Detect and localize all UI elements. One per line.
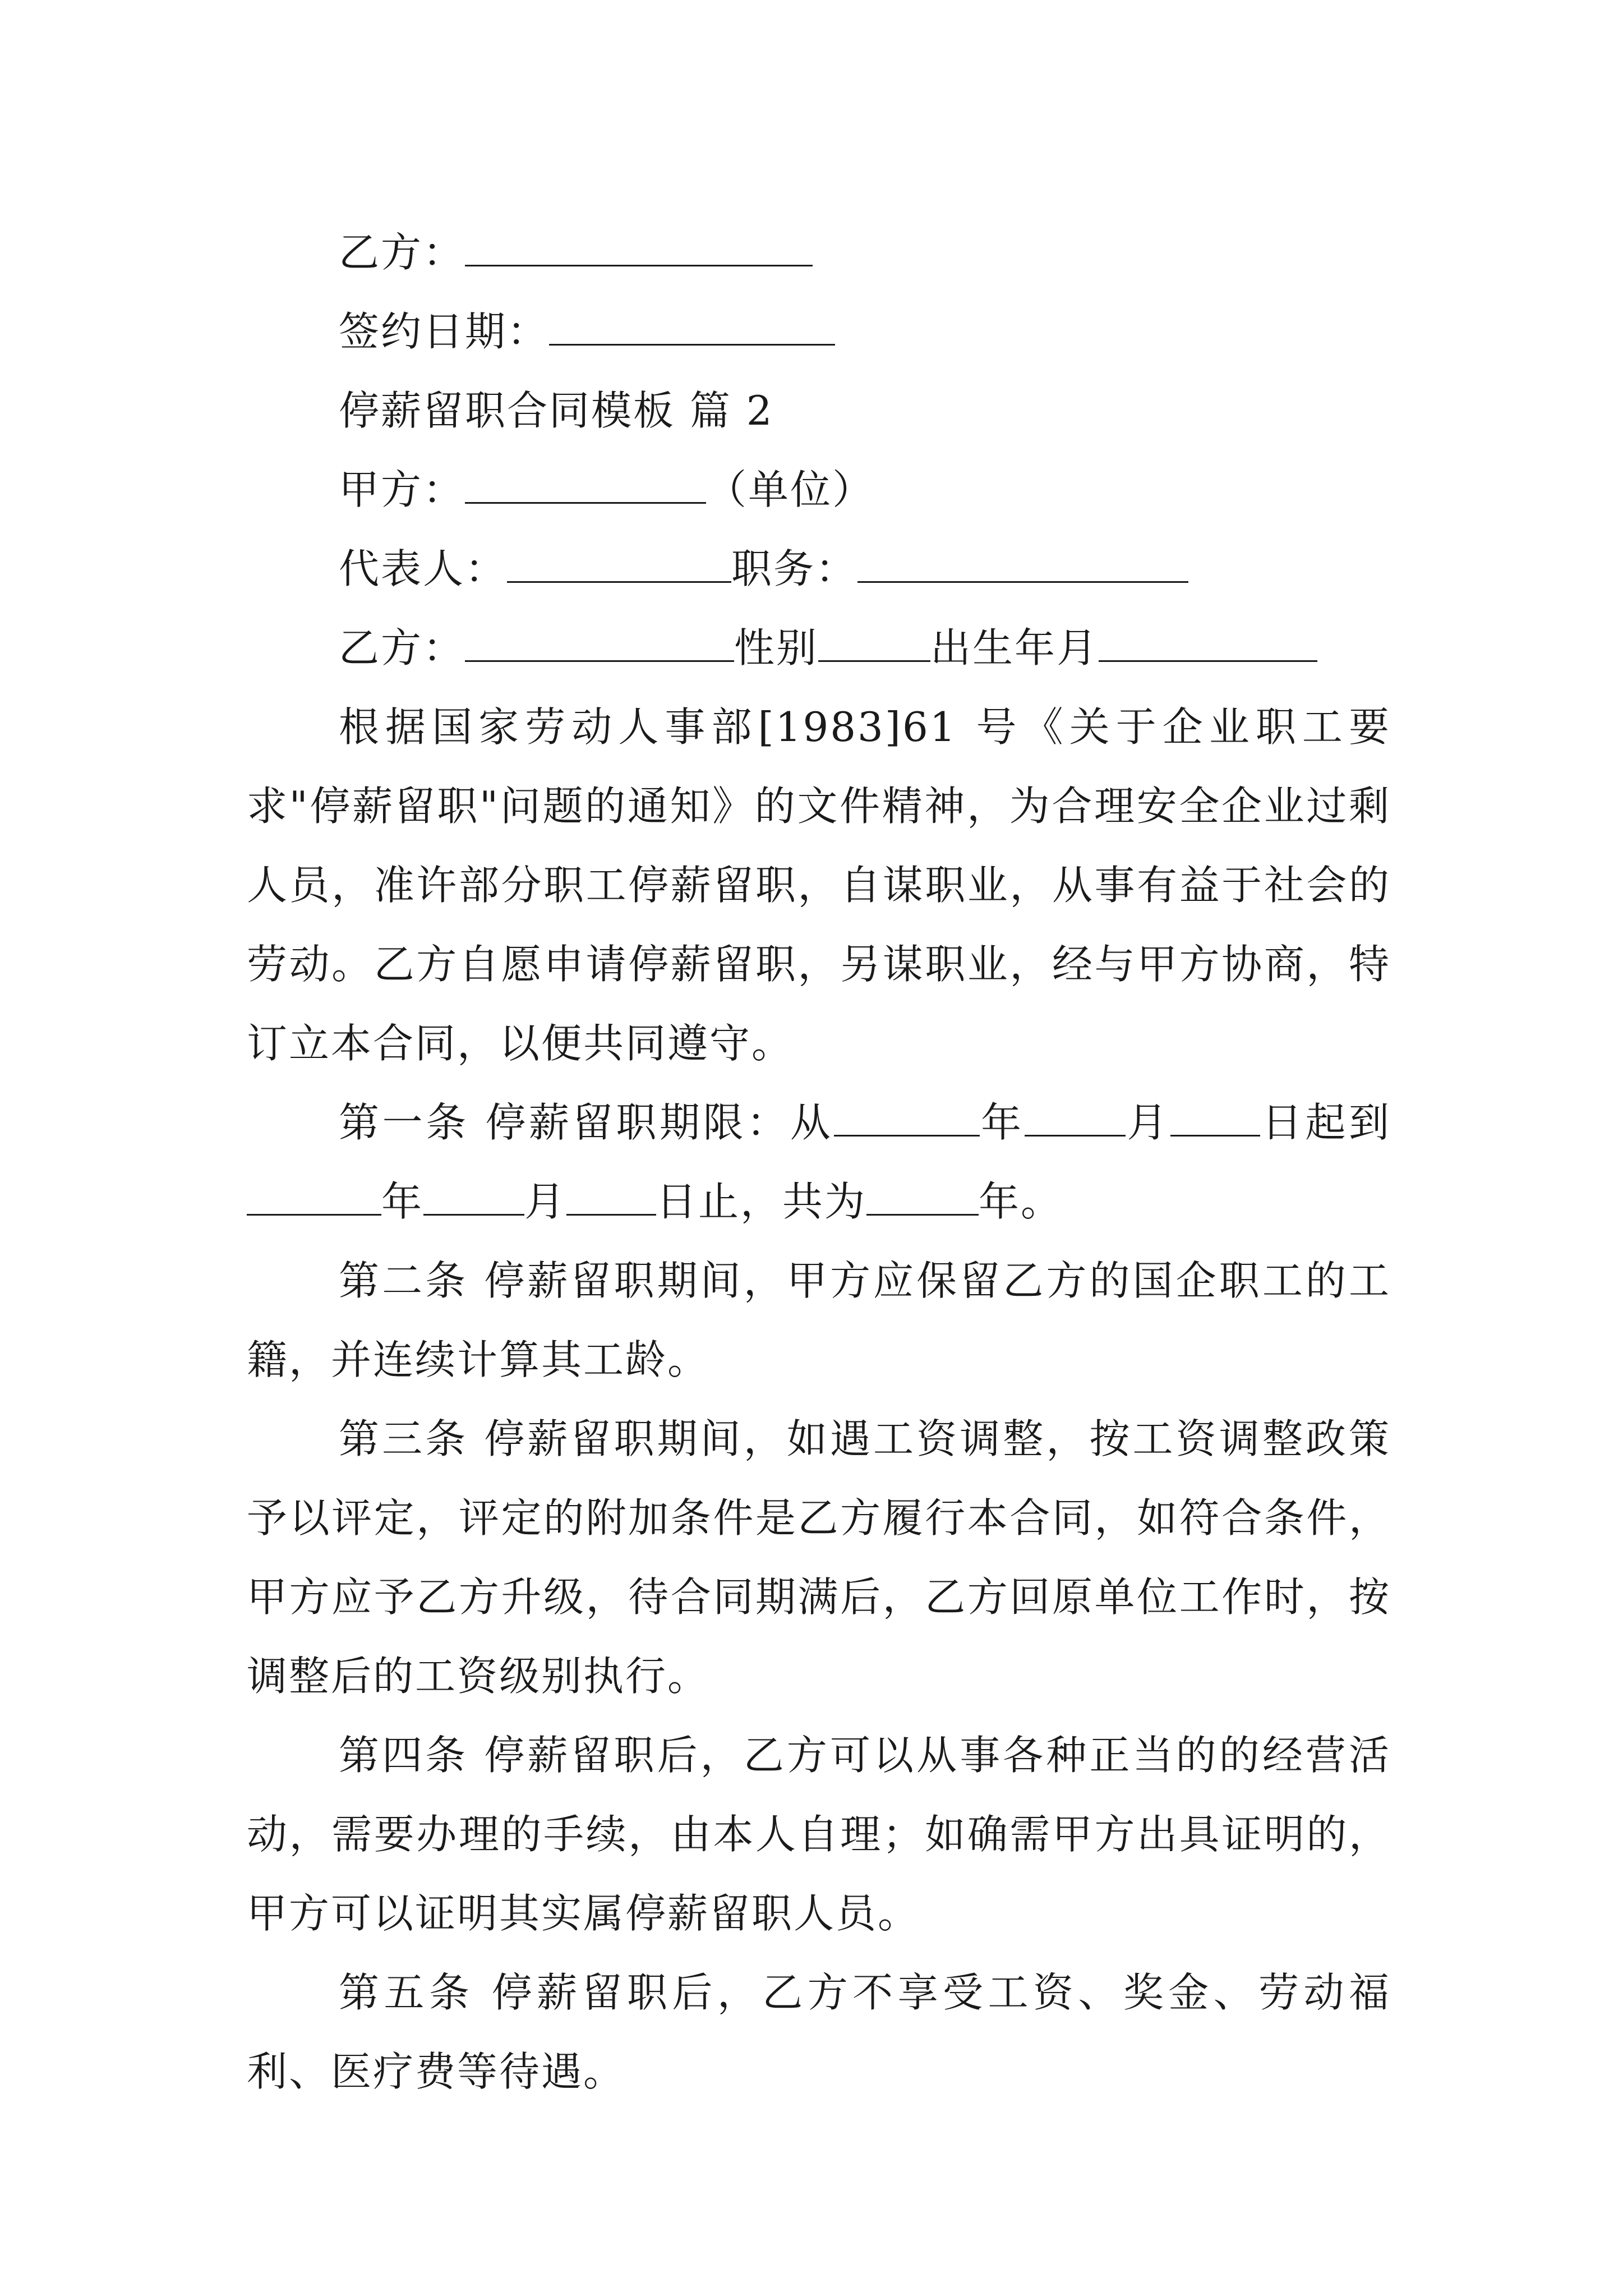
article-1-day-2: 日止，共为 [656, 1178, 867, 1225]
article-1-paragraph [247, 1083, 1391, 1241]
gender-label: 性别 [734, 624, 819, 671]
representative-blank [507, 533, 731, 583]
sign-date-line [247, 292, 1391, 371]
sign-date-label: 签约日期： [339, 308, 550, 355]
article-5-paragraph: 第五条 停薪留职后，乙方不享受工资、奖金、劳动福利、医疗费等待遇。 [247, 1969, 1391, 2095]
start-month-blank [1025, 1087, 1126, 1137]
article-2-paragraph: 第二条 停薪留职期间，甲方应保留乙方的国企职工的工籍，并连续计算其工龄。 [247, 1257, 1391, 1383]
article-1-end: 年。 [979, 1178, 1063, 1225]
article-1-month-2: 月 [524, 1178, 567, 1225]
article-3-paragraph: 第三条 停薪留职期间，如遇工资调整，按工资调整政策予以评定，评定的附加条件是乙方履行本合同，如符合条件，甲方应予乙方升级，待合同期满后，乙方回原单位工作时，按调整后的工资级别执行。 [247, 1415, 1391, 1700]
article-1-year-1: 年 [979, 1099, 1025, 1146]
duration-blank [866, 1166, 979, 1216]
party-b-signature-label: 乙方： [339, 229, 465, 276]
sign-date-blank [549, 296, 835, 346]
party-b-signature-line [247, 213, 1391, 292]
representative-label: 代表人： [339, 545, 508, 592]
party-b-signature-blank [465, 217, 813, 266]
party-a-line [247, 450, 1391, 530]
article-4-paragraph: 第四条 停薪留职后，乙方可以从事各种正当的的经营活动，需要办理的手续，由本人自理；如确需甲方出具证明的，甲方可以证明其实属停薪留职人员。 [247, 1732, 1391, 1937]
position-label: 职务： [731, 545, 858, 592]
preamble-paragraph: 根据国家劳动人事部[1983]61 号《关于企业职工要求"停薪留职"问题的通知》的文件精神，为合理安全企业过剩人员，准许部分职工停薪留职，自谋职业，从事有益于社会的劳动。乙方自愿申请停薪留职，另谋职业，经与甲方协商，特订立本合同，以便共同遵守。 [247, 703, 1391, 1067]
article-1-prefix: 第一条 停薪留职期限：从 [339, 1099, 834, 1146]
representative-line [247, 530, 1391, 609]
article-1-year-2: 年 [381, 1178, 424, 1225]
position-blank [857, 533, 1188, 583]
birth-blank [1099, 612, 1317, 662]
party-b-name-blank [465, 612, 734, 662]
birth-label: 出生年月 [930, 624, 1099, 671]
document-page [247, 213, 1391, 2111]
party-b-label: 乙方： [339, 624, 465, 671]
start-year-blank [834, 1087, 980, 1137]
party-a-label: 甲方： [339, 466, 465, 513]
start-day-blank [1170, 1087, 1260, 1137]
end-year-blank [247, 1166, 381, 1216]
article-1-month-1: 月 [1125, 1099, 1171, 1146]
section-heading: 停薪留职合同模板 篇 2 [339, 387, 774, 434]
article-1-day-1: 日起到 [1260, 1099, 1391, 1146]
party-b-line [247, 609, 1391, 688]
end-month-blank [423, 1166, 524, 1216]
gender-blank [818, 612, 930, 662]
end-day-blank [566, 1166, 656, 1216]
party-a-blank [465, 454, 706, 504]
party-a-suffix: （单位） [706, 466, 875, 513]
